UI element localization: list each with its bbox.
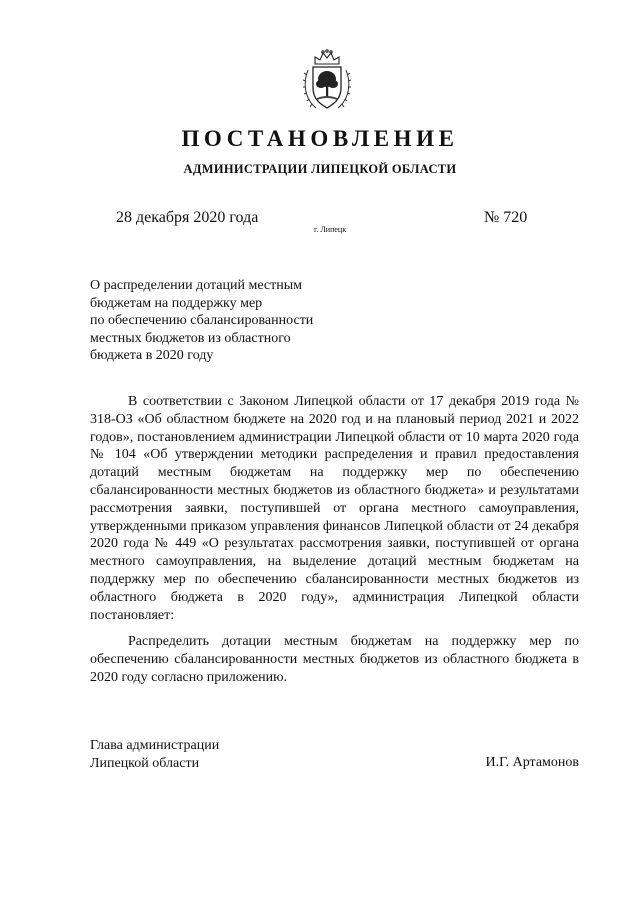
document-number: № 720	[484, 209, 528, 226]
document-date: 28 декабря 2020 года	[116, 209, 259, 226]
position-line: Липецкой области	[90, 756, 200, 771]
document-subtitle: АДМИНИСТРАЦИИ ЛИПЕЦКОЙ ОБЛАСТИ	[183, 162, 457, 176]
document-heading	[90, 277, 313, 365]
lipetsk-coat-of-arms-icon	[300, 48, 354, 114]
position-line: Глава администрации	[90, 738, 220, 753]
body-paragraph: В соответствии с Законом Липецкой области от 17 декабря 2019 года № 318-ОЗ «Об областном бюджете на 2020 год и на плановый период 2021 и 2022 годов», постановлением администрации Липецкой области от 10 марта 2020 года № 104 «Об утверждении методики распределения и правил предоставления дотаций местным бюджетам на поддержку мер по обеспечению сбалансированности местных бюджетов из областного бюджета» и результатами рассмотрения заявки, поступившей от органа местного самоуправления, утвержденными приказом управления финансов Липецкой области от 24 декабря 2020 года № 449 «О результатах рассмотрения заявки, поступившей от органа местного самоуправления, на выделение дотаций местным бюджетам на поддержку мер по обеспечению сбалансированности местных бюджетов из областного бюджета в 2020 году», администрация Липецкой области постановляет:	[90, 394, 579, 623]
heading-line: О распределении дотаций местным	[90, 278, 303, 293]
heading-line: по обеспечению сбалансированности	[90, 313, 314, 328]
document-city: г. Липецк	[314, 225, 347, 234]
heading-line: бюджета в 2020 году	[90, 348, 214, 363]
signatory-position	[90, 737, 219, 773]
body-paragraph: Распределить дотации местным бюджетам на поддержку мер по обеспечению сбалансированности местных бюджетов из областного бюджета в 2020 году согласно приложению.	[90, 634, 579, 685]
heading-line: бюджетам на поддержку мер	[90, 295, 263, 311]
document-title: ПОСТАНОВЛЕНИЕ	[181, 126, 459, 151]
signatory-name: И.Г. Артамонов	[485, 755, 579, 770]
heading-line: местных бюджетов из областного	[90, 330, 291, 346]
